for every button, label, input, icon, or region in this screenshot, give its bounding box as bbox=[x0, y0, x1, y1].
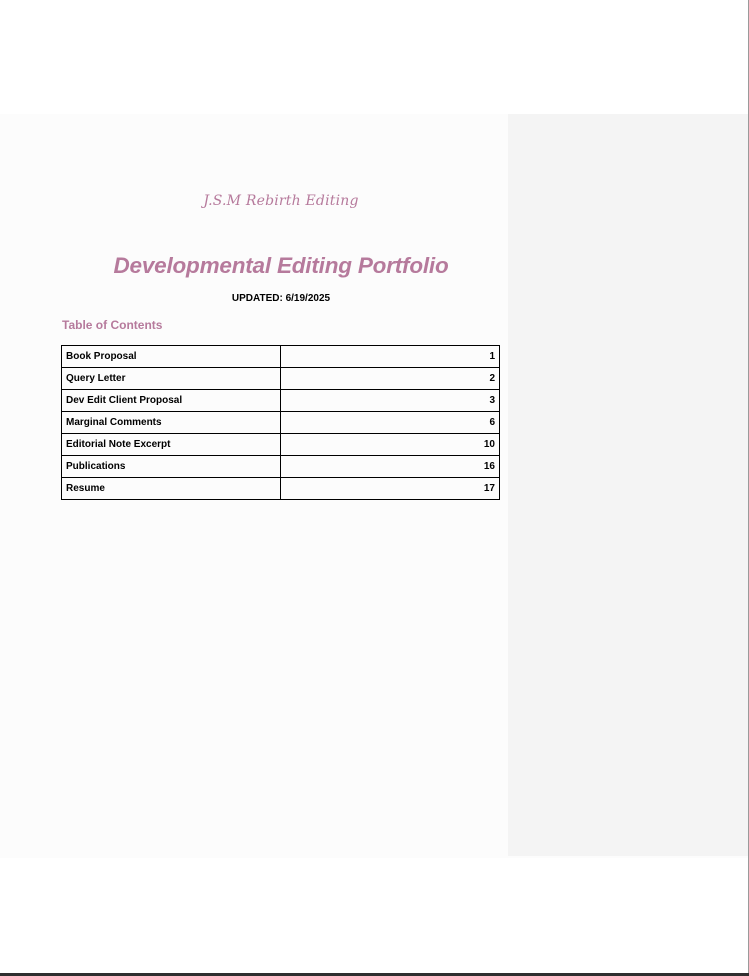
toc-section-name: Dev Edit Client Proposal bbox=[62, 390, 281, 412]
toc-row[interactable] bbox=[62, 434, 500, 456]
toc-page-number: 3 bbox=[281, 390, 500, 412]
toc-page-number: 16 bbox=[281, 456, 500, 478]
toc-page-number: 10 bbox=[281, 434, 500, 456]
toc-section-name: Resume bbox=[62, 478, 281, 500]
toc-row[interactable] bbox=[62, 478, 500, 500]
toc-page-number: 17 bbox=[281, 478, 500, 500]
toc-row[interactable] bbox=[62, 456, 500, 478]
toc-page-number: 1 bbox=[281, 346, 500, 368]
document-title: Developmental Editing Portfolio bbox=[113, 253, 449, 278]
toc-section-name: Editorial Note Excerpt bbox=[62, 434, 281, 456]
toc-row[interactable] bbox=[62, 390, 500, 412]
toc-row[interactable] bbox=[62, 368, 500, 390]
updated-date: UPDATED: 6/19/2025 bbox=[231, 293, 331, 304]
brand-name: J.S.M Rebirth Editing bbox=[203, 193, 359, 209]
toc-section-name: Marginal Comments bbox=[62, 412, 281, 434]
toc-page-number: 6 bbox=[281, 412, 500, 434]
toc-row[interactable] bbox=[62, 346, 500, 368]
toc-row[interactable] bbox=[62, 412, 500, 434]
toc-table bbox=[61, 345, 500, 500]
toc-section-name: Query Letter bbox=[62, 368, 281, 390]
toc-heading: Table of Contents bbox=[62, 318, 163, 332]
toc-section-name: Book Proposal bbox=[62, 346, 281, 368]
toc-page-number: 2 bbox=[281, 368, 500, 390]
toc-section-name: Publications bbox=[62, 456, 281, 478]
comment-margin-panel bbox=[508, 114, 749, 856]
